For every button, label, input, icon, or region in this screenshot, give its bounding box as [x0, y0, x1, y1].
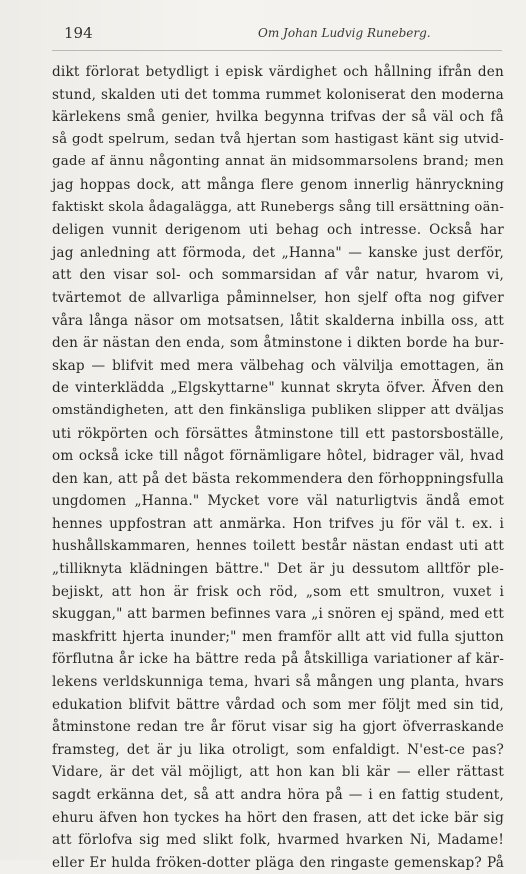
- text-line: maskfritt hjerta inunder;" men framför allt att vid fulla sjutton: [52, 628, 504, 645]
- page-number: 194: [64, 24, 93, 42]
- text-line: skap — blifvit med mera välbehag och välvilja emottagen, än: [52, 357, 504, 374]
- text-line: skuggan," att barmen befinnes vara „i snören ej spänd, med ett: [52, 606, 504, 623]
- text-line: tvärtemot de allvarliga påminnelser, hon sjelf ofta nog gifver: [52, 289, 504, 306]
- header-rule: [52, 50, 502, 51]
- text-line: „tilliknyta klädningen bättre." Det är ju dessutom alltför ple-: [52, 561, 504, 578]
- text-line: hushållskammaren, hennes toilett består nästan endast uti att: [52, 538, 504, 555]
- text-line: Vidare, är det väl möjligt, att hon kan bli kär — eller rättast: [52, 764, 504, 781]
- body-text: [52, 61, 504, 874]
- text-line: jag anledning att förmoda, det „Hanna" — kanske just derför,: [52, 244, 504, 261]
- text-line: lekens verldskunniga tema, hvari så mången ung planta, hvars: [52, 674, 504, 691]
- text-line: att den visar sol- och sommarsidan af vår natur, hvarom vi,: [52, 267, 504, 284]
- text-line: sagdt erkänna det, så att andra höra på — i en fattig student,: [52, 787, 504, 803]
- text-line: den är nästan den enda, som åtminstone i dikten borde ha bur-: [52, 335, 504, 352]
- text-line: ehuru äfven hon tyckes ha hört den frasen, att det icke bär sig: [52, 809, 504, 826]
- text-line: deligen vunnit derigenom uti behag och intresse. Också har: [52, 222, 504, 239]
- text-line: kärlekens små genier, hvilka begynna trifvas der så väl och få: [52, 109, 504, 126]
- text-line: uti rökpörten och försättes åtminstone till ett pastorsboställe,: [52, 425, 504, 442]
- text-line: omständigheten, att den finkänsliga publiken slipper att dväljas: [52, 402, 504, 418]
- text-line: edukation blifvit bättre vårdad och som mer följt med sin tid,: [52, 696, 504, 713]
- text-line: gade af ännu någonting annat än midsommarsolens brand; men: [52, 154, 504, 170]
- text-line: den kan, att på det bästa rekommendera den förhoppningsfulla: [52, 470, 504, 487]
- text-line: framsteg, det är ju lika otroligt, som enfaldigt. N'est-ce pas?: [52, 741, 504, 758]
- running-title: Om Johan Ludvig Runeberg.: [258, 26, 431, 40]
- text-line: eller Er hulda fröken-dotter pläga den ringaste gemenskap? På: [52, 854, 504, 871]
- text-line: om också icke till något förnämligare hôtel, bidrager väl, hvad: [52, 448, 504, 465]
- page-header: [52, 22, 502, 46]
- text-line: våra långa näsor om motsatsen, låtit skalderna inbilla oss, att: [52, 312, 504, 329]
- text-line: bejiskt, att hon är frisk och röd, „som ett smultron, vuxet i: [52, 583, 504, 600]
- text-line: att förlofva sig med slikt folk, hvarmed hvarken Ni, Madame!: [52, 832, 504, 849]
- text-line: dikt förlorat betydligt i episk värdighet och hållning ifrån den: [52, 64, 504, 80]
- text-line: stund, skalden uti det tomma rummet koloniserat den moderna: [52, 86, 504, 103]
- text-line: de vinterklädda „Elgskyttarne" kunnat skryta öfver. Äfven den: [52, 380, 504, 397]
- text-line: så godt spelrum, sedan två hjertan som hastigast känt sig utvid-: [52, 131, 504, 147]
- text-line: faktiskt skola ådagalägga, att Runebergs sång till ersättning oän-: [52, 199, 504, 215]
- text-line: förflutna år icke ha bättre reda på åtskilliga variationer af kär-: [52, 651, 504, 668]
- text-line: jag hoppas dock, att många flere genom innerlig hänryckning: [52, 176, 504, 193]
- text-line: hennes uppfostran att anmärka. Hon trifves ju för väl t. ex. i: [52, 515, 504, 532]
- text-line: ungdomen „Hanna." Mycket vore väl naturligtvis ändå emot: [52, 493, 504, 510]
- text-line: åtminstone redan tre år förut visar sig ha gjort öfverraskande: [52, 719, 504, 736]
